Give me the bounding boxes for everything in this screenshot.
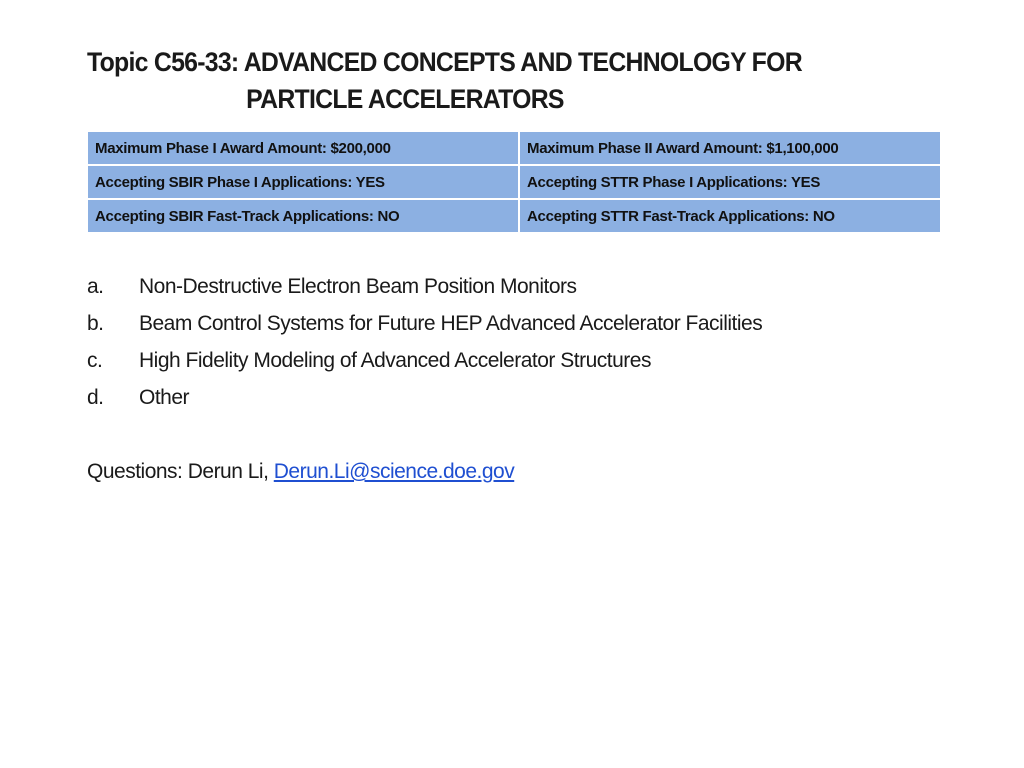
list-marker: c. xyxy=(87,349,103,372)
sbir-fast-track-cell: Accepting SBIR Fast-Track Applications: NO xyxy=(87,199,519,233)
list-marker: a. xyxy=(87,275,104,298)
phase1-award-cell: Maximum Phase I Award Amount: $200,000 xyxy=(87,131,519,165)
title-line-2: PARTICLE ACCELERATORS xyxy=(246,84,564,114)
table-row xyxy=(87,199,941,233)
contact-email-link[interactable]: Derun.Li@science.doe.gov xyxy=(273,460,515,483)
title-line-1: Topic C56-33: ADVANCED CONCEPTS AND TECHNOLOGY FOR xyxy=(87,47,802,77)
subtopic-list xyxy=(87,268,762,416)
phase2-award-cell: Maximum Phase II Award Amount: $1,100,000 xyxy=(519,131,941,165)
list-item xyxy=(87,379,762,416)
list-item-text: High Fidelity Modeling of Advanced Accelerator Structures xyxy=(139,349,651,372)
list-item-text: Non-Destructive Electron Beam Position Monitors xyxy=(139,275,577,298)
table-row xyxy=(87,131,941,165)
list-item xyxy=(87,342,762,379)
list-item xyxy=(87,305,762,342)
list-marker: b. xyxy=(87,312,104,335)
sttr-fast-track-cell: Accepting STTR Fast-Track Applications: NO xyxy=(519,199,941,233)
page-title xyxy=(87,44,915,118)
list-marker: d. xyxy=(87,386,104,409)
questions-line xyxy=(87,453,514,490)
list-item-text: Other xyxy=(139,386,190,409)
table-row xyxy=(87,165,941,199)
list-item-text: Beam Control Systems for Future HEP Advanced Accelerator Facilities xyxy=(139,312,763,335)
sbir-phase1-cell: Accepting SBIR Phase I Applications: YES xyxy=(87,165,519,199)
award-info-table xyxy=(86,130,942,234)
questions-label: Questions: Derun Li, xyxy=(87,460,274,483)
sttr-phase1-cell: Accepting STTR Phase I Applications: YES xyxy=(519,165,941,199)
list-item xyxy=(87,268,762,305)
